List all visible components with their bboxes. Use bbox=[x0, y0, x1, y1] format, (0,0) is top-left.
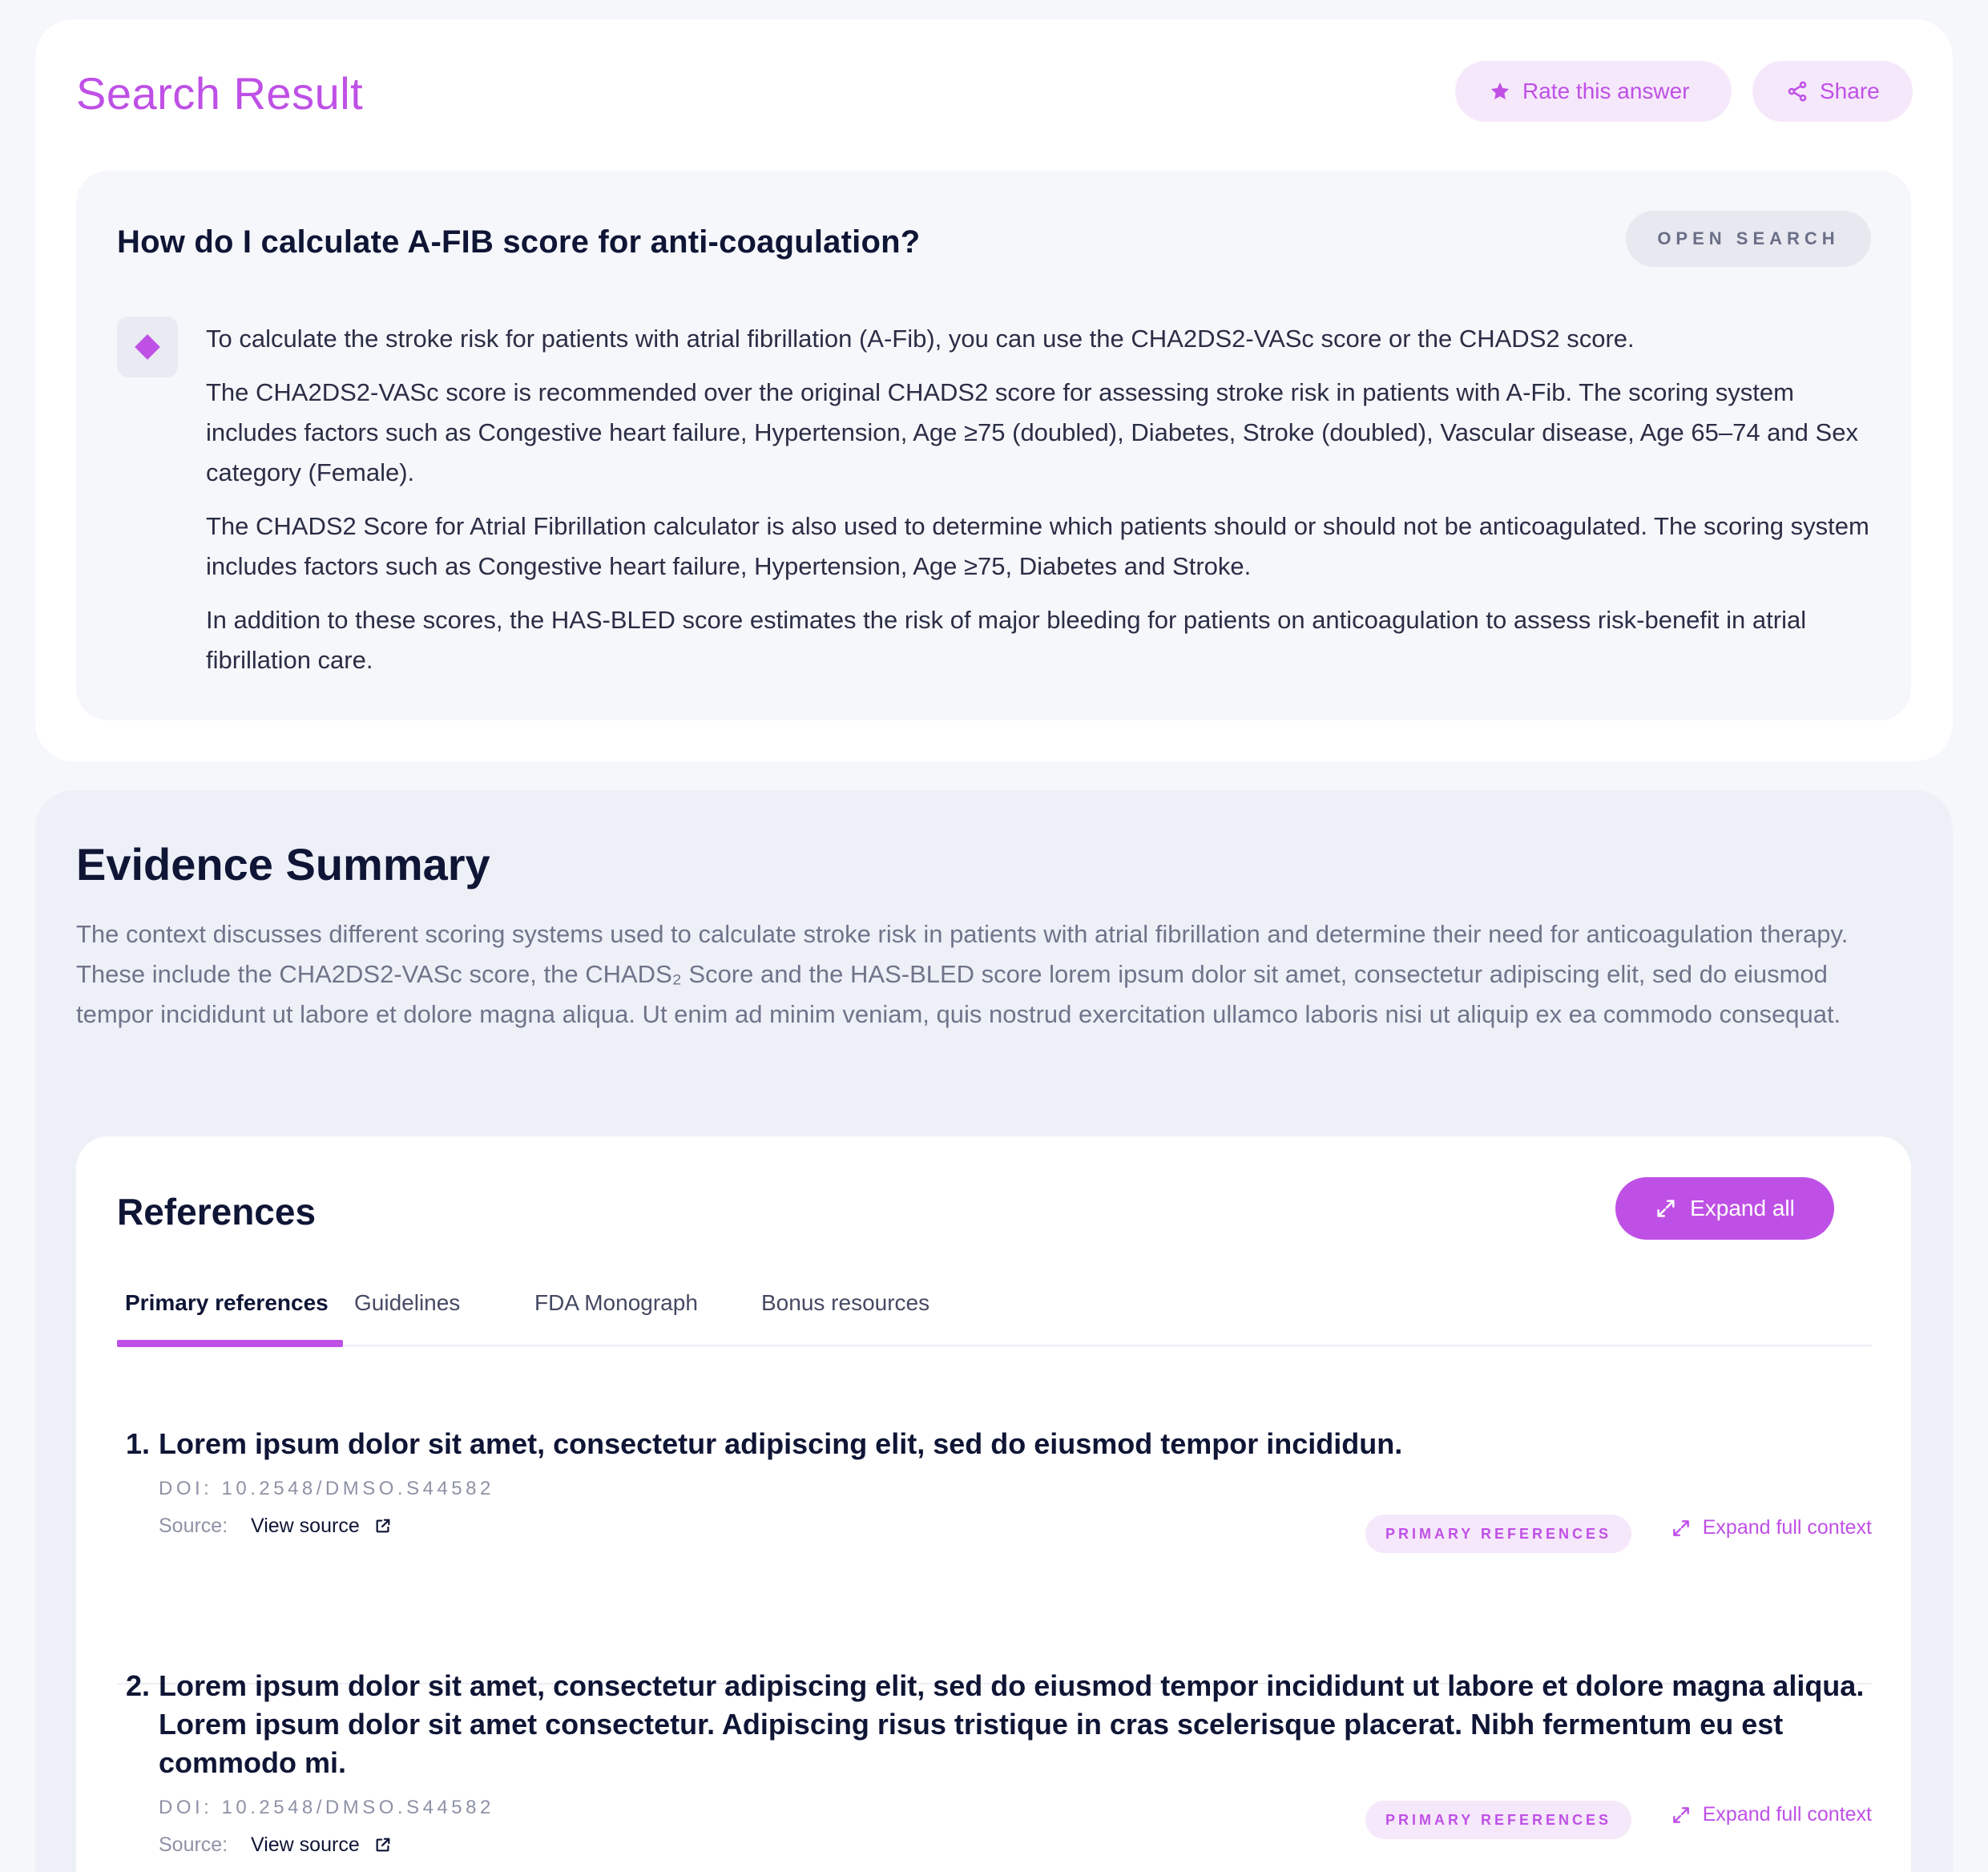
expand-all-button[interactable] bbox=[1615, 1177, 1834, 1240]
search-question: How do I calculate A-FIB score for anti-coagulation? bbox=[117, 224, 921, 260]
expand-full-context-label: Expand full context bbox=[1702, 1516, 1872, 1539]
expand-arrows-icon bbox=[1671, 1805, 1692, 1826]
answer-paragraph: The CHADS2 Score for Atrial Fibrillation calculator is also used to determine which patients should or should not be anticoagulated. The scoring system includes factors such as Congestive heart failure, Hypertension, Age ≥75, Diabetes and Stroke. bbox=[206, 512, 1869, 580]
answer-paragraph: In addition to these scores, the HAS-BLED score estimates the risk of major bleeding for patients on anticoagulation to assess risk-benefit in atrial fibrillation care. bbox=[206, 606, 1807, 674]
reference-title-text: Lorem ipsum dolor sit amet, consectetur adipiscing elit, sed do eiusmod tempor incididunt ut labore et dolore magna aliqua. Lorem ipsum dolor sit amet consectetur. Adipiscing risus tristique in cras scelerisque placerat. Nibh fermentum eu est commodo mi. bbox=[159, 1669, 1865, 1779]
answer-paragraph: To calculate the stroke risk for patients with atrial fibrillation (A-Fib), you can use the CHA2DS2-VASc score or the CHADS2 score. bbox=[206, 325, 1635, 353]
view-source-label: View source bbox=[251, 1514, 360, 1537]
answer-marker bbox=[117, 317, 178, 377]
view-source-label: View source bbox=[251, 1833, 360, 1856]
tab-primary-references[interactable]: Primary references bbox=[117, 1281, 343, 1345]
reference-item bbox=[117, 1425, 1872, 1684]
query-panel bbox=[76, 171, 1911, 720]
page-title: Search Result bbox=[76, 68, 364, 119]
tab-guidelines[interactable]: Guidelines bbox=[354, 1290, 461, 1315]
rate-answer-button[interactable] bbox=[1455, 61, 1732, 122]
references-title: References bbox=[117, 1191, 317, 1233]
reference-title-text: Lorem ipsum dolor sit amet, consectetur adipiscing elit, sed do eiusmod tempor incididun. bbox=[159, 1427, 1403, 1460]
reference-title[interactable] bbox=[117, 1667, 1872, 1782]
answer-text bbox=[206, 319, 1881, 694]
source-label: Source: bbox=[159, 1514, 228, 1537]
reference-type-badge: PRIMARY REFERENCES bbox=[1365, 1801, 1631, 1839]
expand-full-context-link[interactable] bbox=[1671, 1803, 1872, 1826]
reference-title[interactable] bbox=[117, 1425, 1872, 1463]
open-search-button[interactable]: OPEN SEARCH bbox=[1626, 211, 1871, 267]
view-source-link[interactable] bbox=[251, 1834, 392, 1857]
reference-number: 1. bbox=[125, 1427, 150, 1460]
expand-arrows-icon bbox=[1671, 1518, 1692, 1539]
reference-tabs bbox=[117, 1281, 1872, 1346]
reference-item bbox=[117, 1667, 1872, 1861]
evidence-text: The context discusses different scoring systems used to calculate stroke risk in patients with atrial fibrillation and determine their need for anticoagulation therapy. These include the CHA2DS2-VASc score, the CHADS₂ Score and the HAS-BLED score lorem ipsum dolor sit amet, consectetur adipiscing elit, sed do eiusmod tempor incididunt ut labore et dolore magna aliqua. Ut enim ad minim veniam, quis nostrud exercitation ullamco laboris nisi ut aliquip ex ea commodo consequat. bbox=[76, 920, 1849, 1028]
tab-fda-monograph[interactable]: FDA Monograph bbox=[534, 1290, 698, 1315]
share-button[interactable] bbox=[1752, 61, 1913, 122]
share-label: Share bbox=[1820, 79, 1880, 103]
external-link-icon bbox=[374, 1836, 392, 1854]
tab-bonus-resources[interactable]: Bonus resources bbox=[761, 1290, 930, 1315]
external-link-icon bbox=[374, 1517, 392, 1535]
rate-answer-label: Rate this answer bbox=[1522, 79, 1690, 103]
reference-doi: DOI: 10.2548/DMSO.S44582 bbox=[159, 1797, 494, 1818]
search-result-card bbox=[35, 19, 1953, 761]
expand-arrows-icon bbox=[1655, 1197, 1677, 1220]
references-panel bbox=[76, 1136, 1911, 1872]
source-label: Source: bbox=[159, 1833, 228, 1856]
expand-all-label: Expand all bbox=[1690, 1196, 1795, 1220]
evidence-summary-card bbox=[35, 790, 1953, 1872]
diamond-icon bbox=[132, 332, 163, 362]
answer-paragraph: The CHA2DS2-VASc score is recommended over the original CHADS2 score for assessing stroke risk in patients with A-Fib. The scoring system includes factors such as Congestive heart failure, Hypertension, Age ≥75 (doubled), Diabetes, Stroke (doubled), Vascular disease, Age 65–74 and Sex category (Female). bbox=[206, 378, 1858, 486]
reference-doi: DOI: 10.2548/DMSO.S44582 bbox=[159, 1478, 494, 1499]
view-source-link[interactable] bbox=[251, 1515, 392, 1538]
evidence-title: Evidence Summary bbox=[76, 839, 490, 890]
expand-full-context-link[interactable] bbox=[1671, 1516, 1872, 1539]
reference-number: 2. bbox=[125, 1669, 150, 1702]
reference-type-badge: PRIMARY REFERENCES bbox=[1365, 1515, 1631, 1553]
share-icon bbox=[1786, 80, 1809, 103]
star-icon bbox=[1489, 80, 1511, 103]
expand-full-context-label: Expand full context bbox=[1702, 1803, 1872, 1826]
